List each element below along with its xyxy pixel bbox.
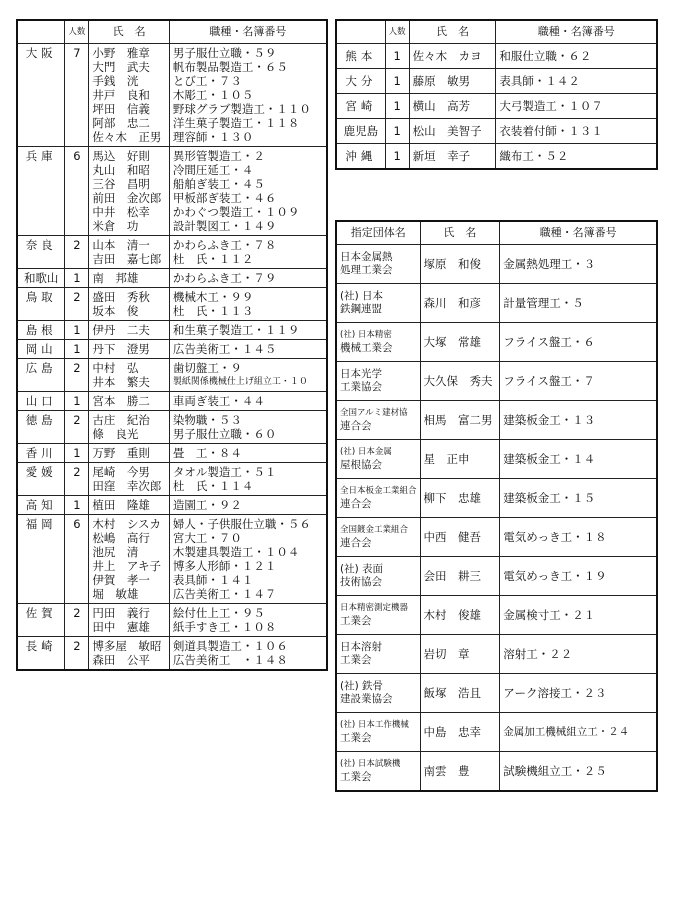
job-entry: 冷間圧延工・４ (172, 163, 254, 177)
organization-name-line: 連合会 (340, 537, 372, 549)
person-name: 盛田 秀秋 (92, 290, 150, 304)
job-entry: 理容師・１３０ (172, 130, 254, 144)
prefecture-cell: 福岡 (17, 515, 65, 604)
job-cell: 建築板金工・１５ (500, 479, 657, 518)
job-cell (169, 411, 327, 444)
header-count: 人数 (65, 20, 89, 44)
job-cell: 試験機組立工・２５ (500, 752, 657, 792)
table-row (17, 340, 327, 359)
job-entry: かわぐつ製造工・１０９ (172, 205, 300, 219)
header-count: 人数 (385, 20, 409, 44)
name-cell (89, 147, 169, 236)
person-name: 米倉 功 (92, 219, 139, 233)
job-cell: 電気めっき工・１９ (500, 557, 657, 596)
job-entry: 木製建具製造工・１０４ (172, 545, 300, 559)
count-cell: 1 (385, 44, 409, 69)
person-name: 條 良光 (92, 427, 139, 441)
name-cell (89, 637, 169, 671)
job-entry: 絵付仕上工・９５ (172, 606, 265, 620)
job-entry: 婦人・子供服仕立職・５６ (172, 517, 311, 531)
organization-name-line: 全国アルミ建材協 (340, 408, 408, 418)
person-name: 吉田 嘉七郎 (92, 252, 162, 266)
job-entry: 畳 工・８４ (172, 446, 242, 460)
organization-name-line: (社) 日本精密 (340, 330, 392, 340)
job-cell (169, 604, 327, 637)
name-cell: 中西 健吾 (420, 518, 500, 557)
organization-cell (336, 635, 420, 674)
job-entry: 野球グラブ製造工・１１０ (172, 102, 311, 116)
prefecture-cell: 愛媛 (17, 463, 65, 496)
name-cell: 南雲 豊 (420, 752, 500, 792)
job-cell (169, 392, 327, 411)
organization-name-line: 処理工業会 (340, 264, 393, 276)
person-name: 前田 金次郎 (92, 191, 162, 205)
count-cell: 2 (65, 604, 89, 637)
job-entry: 表具師・１４１ (172, 573, 254, 587)
name-cell: 塚原 和俊 (420, 245, 500, 284)
organization-cell (336, 713, 420, 752)
job-cell: 衣装着付師・１３１ (496, 119, 657, 144)
person-name: 博多屋 敏昭 (92, 639, 162, 653)
job-cell: 建築板金工・１３ (500, 401, 657, 440)
table-row (17, 147, 327, 236)
organization-cell (336, 401, 420, 440)
left-table-body (17, 44, 327, 671)
organization-cell (336, 596, 420, 635)
prefecture-cell: 広島 (17, 359, 65, 392)
job-entry: 男子服仕立職・５９ (172, 46, 277, 60)
person-name: 阿部 忠二 (92, 116, 150, 130)
header-prefecture (336, 20, 385, 44)
name-cell: 中島 忠幸 (420, 713, 500, 752)
job-entry: 杜 氏・１１２ (172, 252, 254, 266)
name-cell: 新垣 幸子 (409, 144, 496, 170)
person-name: 尾崎 今男 (92, 465, 150, 479)
table-row (17, 515, 327, 604)
job-entry: 杜 氏・１１３ (172, 304, 254, 318)
table-row (336, 69, 657, 94)
organization-name-line: 技術協会 (340, 576, 382, 588)
job-cell: 金属検寸工・２１ (500, 596, 657, 635)
prefecture-cell: 和歌山 (17, 269, 65, 288)
count-cell: 1 (385, 69, 409, 94)
person-name: 大門 武夫 (92, 60, 150, 74)
job-cell: 電気めっき工・１８ (500, 518, 657, 557)
count-cell: 2 (65, 463, 89, 496)
name-cell (89, 411, 169, 444)
organization-table (335, 220, 658, 792)
organization-name-line: (社) 日本工作機械 (340, 720, 409, 730)
table-row (336, 119, 657, 144)
header-job: 職種・名簿番号 (496, 20, 657, 44)
prefecture-cell: 香川 (17, 444, 65, 463)
table-row (336, 440, 657, 479)
prefecture-cell: 高知 (17, 496, 65, 515)
person-name: 中井 松幸 (92, 205, 150, 219)
name-cell: 木村 俊雄 (420, 596, 500, 635)
job-cell: アーク溶接工・２３ (500, 674, 657, 713)
organization-name-line: 日本精密測定機器 (340, 603, 409, 613)
job-cell (169, 321, 327, 340)
header-name: 氏 名 (89, 20, 169, 44)
person-name: 宮本 勝二 (92, 394, 150, 408)
table-row (336, 362, 657, 401)
person-name: 万野 重則 (92, 446, 150, 460)
table-row (336, 284, 657, 323)
name-cell: 藤原 敏男 (409, 69, 496, 94)
name-cell (89, 288, 169, 321)
table-row (336, 323, 657, 362)
job-cell (169, 340, 327, 359)
job-entry: 剣道具製造工・１０６ (172, 639, 288, 653)
table-row (17, 359, 327, 392)
person-name: 小野 雅章 (92, 46, 150, 60)
table-row (17, 637, 327, 671)
job-cell (169, 515, 327, 604)
job-entry: 杜 氏・１１４ (172, 479, 254, 493)
organization-name-line: 機械工業会 (340, 342, 393, 354)
prefecture-cell: 奈良 (17, 236, 65, 269)
name-cell (89, 359, 169, 392)
person-name: 井本 繁夫 (92, 375, 150, 389)
prefecture-cell: 岡山 (17, 340, 65, 359)
left-header-row (17, 20, 327, 44)
organization-cell (336, 479, 420, 518)
person-name: 中村 弘 (92, 361, 139, 375)
job-cell (169, 269, 327, 288)
organization-name-line: 工業会 (340, 654, 372, 666)
organization-name-line: 日本光学 (340, 368, 382, 380)
right-top-header-row (336, 20, 657, 44)
name-cell (89, 340, 169, 359)
table-row (17, 411, 327, 444)
name-cell: 柳下 忠雄 (420, 479, 500, 518)
person-name: 古庄 紀治 (92, 413, 150, 427)
job-entry: 宮大工・７０ (172, 531, 242, 545)
name-cell (89, 604, 169, 637)
table-row (336, 713, 657, 752)
job-entry: 広告美術工・１４５ (172, 342, 277, 356)
organization-cell (336, 674, 420, 713)
job-cell: 計量管理工・５ (500, 284, 657, 323)
job-entry: 紙手すき工・１０８ (172, 620, 277, 634)
table-row (336, 479, 657, 518)
job-entry: かわらふき工・７８ (172, 238, 277, 252)
table-row (336, 557, 657, 596)
job-cell: 和服仕立職・６２ (496, 44, 657, 69)
name-cell (89, 269, 169, 288)
job-entry: 車両ぎ装工・４４ (172, 394, 265, 408)
prefecture-cell: 佐賀 (17, 604, 65, 637)
organization-cell (336, 245, 420, 284)
organization-cell (336, 323, 420, 362)
job-entry: 帆布製品製造工・６５ (172, 60, 288, 74)
prefecture-cell: 大阪 (17, 44, 65, 147)
organization-cell (336, 362, 420, 401)
job-cell: 大弓製造工・１０７ (496, 94, 657, 119)
job-cell: 建築板金工・１４ (500, 440, 657, 479)
person-name: 坂本 俊 (92, 304, 139, 318)
name-cell: 岩切 章 (420, 635, 500, 674)
organization-name-line: 工業会 (340, 615, 372, 627)
job-cell (169, 288, 327, 321)
person-name: 手銭 洸 (92, 74, 139, 88)
right-prefecture-table (335, 19, 658, 170)
person-name: 田窪 幸次郎 (92, 479, 162, 493)
job-entry: 異形管製造工・２ (172, 149, 265, 163)
person-name: 円田 義行 (92, 606, 150, 620)
job-entry: 広告美術工 ・１４８ (172, 653, 288, 667)
job-entry: 設計製図工・１４９ (172, 219, 277, 233)
table-row (336, 44, 657, 69)
name-cell (89, 321, 169, 340)
table-row (336, 245, 657, 284)
job-cell (169, 147, 327, 236)
name-cell: 松山 美智子 (409, 119, 496, 144)
name-cell (89, 463, 169, 496)
name-cell: 横山 高芳 (409, 94, 496, 119)
job-cell: 溶射工・２２ (500, 635, 657, 674)
job-entry: 染物職・５３ (172, 413, 242, 427)
organization-name-line: 連合会 (340, 420, 372, 432)
person-name: 池尻 清 (92, 545, 139, 559)
job-cell: 織布工・５２ (496, 144, 657, 170)
person-name: 伊丹 二夫 (92, 323, 150, 337)
count-cell: 7 (65, 44, 89, 147)
organization-cell (336, 284, 420, 323)
table-row (336, 596, 657, 635)
person-name: 丸山 和昭 (92, 163, 150, 177)
org-table-body (336, 245, 657, 792)
organization-name-line: (社) 日本金属 (340, 447, 392, 457)
org-header-row (336, 221, 657, 245)
count-cell: 2 (65, 359, 89, 392)
job-entry: かわらふき工・７９ (172, 271, 277, 285)
organization-name-line: 連合会 (340, 498, 372, 510)
job-entry: タオル製造工・５１ (172, 465, 277, 479)
header-organization: 指定団体名 (336, 221, 420, 245)
table-row (336, 401, 657, 440)
organization-name-line: 工業協会 (340, 381, 382, 393)
organization-name-line: 鉄鋼連盟 (340, 303, 382, 315)
person-name: 南 邦雄 (92, 271, 139, 285)
count-cell: 1 (385, 119, 409, 144)
job-entry: とび工・７３ (172, 74, 242, 88)
organization-cell (336, 557, 420, 596)
count-cell: 1 (385, 94, 409, 119)
name-cell: 星 正申 (420, 440, 500, 479)
person-name: 佐々木 正男 (92, 130, 162, 144)
table-row (17, 44, 327, 147)
prefecture-cell: 鹿児島 (336, 119, 385, 144)
count-cell: 2 (65, 288, 89, 321)
name-cell (89, 44, 169, 147)
header-name: 氏 名 (420, 221, 500, 245)
header-job: 職種・名簿番号 (500, 221, 657, 245)
name-cell: 大塚 常雄 (420, 323, 500, 362)
job-entry: 甲板部ぎ装工・４６ (172, 191, 277, 205)
organization-name-line: 日本金属熱 (340, 251, 393, 263)
person-name: 馬込 好則 (92, 149, 150, 163)
table-row (17, 496, 327, 515)
organization-name-line: (社) 日本 (340, 290, 384, 302)
job-cell (169, 444, 327, 463)
job-entry: 歯切盤工・９ (172, 361, 242, 375)
person-name: 森田 公平 (92, 653, 150, 667)
name-cell (89, 444, 169, 463)
organization-cell (336, 518, 420, 557)
job-entry: 和生菓子製造工・１１９ (172, 323, 300, 337)
prefecture-cell: 熊本 (336, 44, 385, 69)
name-cell: 大久保 秀夫 (420, 362, 500, 401)
person-name: 松嶋 高行 (92, 531, 150, 545)
person-name: 植田 隆雄 (92, 498, 150, 512)
name-cell (89, 392, 169, 411)
count-cell: 1 (385, 144, 409, 170)
job-entry: 製紙関係機械仕上げ組立工・１０ (172, 377, 308, 387)
job-cell (169, 44, 327, 147)
table-row (336, 635, 657, 674)
table-row (17, 604, 327, 637)
count-cell: 2 (65, 637, 89, 671)
prefecture-cell: 宮崎 (336, 94, 385, 119)
job-cell (169, 359, 327, 392)
person-name: 丹下 澄男 (92, 342, 150, 356)
person-name: 井上 アキ子 (92, 559, 161, 573)
prefecture-cell: 大分 (336, 69, 385, 94)
name-cell: 佐々木 カヨ (409, 44, 496, 69)
person-name: 山本 清一 (92, 238, 150, 252)
table-row (336, 144, 657, 170)
organization-name-line: 屋根協会 (340, 459, 382, 471)
table-row (17, 463, 327, 496)
job-entry: 広告美術工・１４７ (172, 587, 277, 601)
prefecture-cell: 長崎 (17, 637, 65, 671)
job-entry: 洋生菓子製造工・１１８ (172, 116, 300, 130)
job-cell: フライス盤工・６ (500, 323, 657, 362)
name-cell: 森川 和彦 (420, 284, 500, 323)
job-cell (169, 463, 327, 496)
name-cell: 相馬 富二男 (420, 401, 500, 440)
organization-name-line: 工業会 (340, 732, 372, 744)
organization-name-line: 建設業協会 (340, 693, 393, 705)
organization-cell (336, 752, 420, 792)
organization-name-line: (社) 鉄骨 (340, 680, 384, 692)
person-name: 木村 シスカ (92, 517, 162, 531)
table-row (17, 321, 327, 340)
job-entry: 船舶ぎ装工・４５ (172, 177, 265, 191)
organization-name-line: 日本溶射 (340, 641, 382, 653)
count-cell: 1 (65, 269, 89, 288)
organization-name-line: 全日本板金工業組合 (340, 486, 417, 496)
name-cell (89, 515, 169, 604)
header-job: 職種・名簿番号 (169, 20, 327, 44)
header-name: 氏 名 (409, 20, 496, 44)
person-name: 田中 憲雄 (92, 620, 150, 634)
person-name: 堀 敏雄 (92, 587, 139, 601)
prefecture-cell: 沖縄 (336, 144, 385, 170)
job-cell: 金属加工機械組立工・２４ (500, 713, 657, 752)
header-prefecture (17, 20, 65, 44)
count-cell: 1 (65, 496, 89, 515)
person-name: 伊賀 孝一 (92, 573, 150, 587)
table-row (17, 269, 327, 288)
job-cell (169, 637, 327, 671)
count-cell: 2 (65, 411, 89, 444)
name-cell: 会田 耕三 (420, 557, 500, 596)
job-entry: 造園工・９２ (172, 498, 242, 512)
left-prefecture-table (16, 19, 328, 671)
organization-name-line: 全国鍍金工業組合 (340, 525, 409, 535)
prefecture-cell: 徳島 (17, 411, 65, 444)
job-cell: 表具師・１４２ (496, 69, 657, 94)
table-row (17, 392, 327, 411)
name-cell (89, 496, 169, 515)
job-entry: 機械木工・９９ (172, 290, 254, 304)
person-name: 三谷 昌明 (92, 177, 150, 191)
job-cell (169, 236, 327, 269)
job-entry: 木彫工・１０５ (172, 88, 254, 102)
prefecture-cell: 島根 (17, 321, 65, 340)
table-row (336, 752, 657, 792)
job-cell (169, 496, 327, 515)
name-cell (89, 236, 169, 269)
table-row (336, 674, 657, 713)
person-name: 坪田 信義 (92, 102, 150, 116)
table-row (336, 518, 657, 557)
count-cell: 1 (65, 340, 89, 359)
count-cell: 1 (65, 444, 89, 463)
organization-cell (336, 440, 420, 479)
table-row (17, 444, 327, 463)
job-entry: 博多人形師・１２１ (172, 559, 277, 573)
prefecture-cell: 兵庫 (17, 147, 65, 236)
organization-name-line: (社) 日本試験機 (340, 759, 401, 769)
name-cell: 飯塚 浩且 (420, 674, 500, 713)
count-cell: 1 (65, 321, 89, 340)
table-row (336, 94, 657, 119)
count-cell: 6 (65, 515, 89, 604)
person-name: 井戸 良和 (92, 88, 150, 102)
job-entry: 男子服仕立職・６０ (172, 427, 277, 441)
organization-name-line: (社) 表面 (340, 563, 384, 575)
prefecture-cell: 鳥取 (17, 288, 65, 321)
count-cell: 2 (65, 236, 89, 269)
table-row (17, 236, 327, 269)
count-cell: 6 (65, 147, 89, 236)
right-top-table-body (336, 44, 657, 170)
job-cell: 金属熱処理工・３ (500, 245, 657, 284)
count-cell: 1 (65, 392, 89, 411)
prefecture-cell: 山口 (17, 392, 65, 411)
organization-name-line: 工業会 (340, 771, 372, 783)
table-row (17, 288, 327, 321)
job-cell: フライス盤工・７ (500, 362, 657, 401)
